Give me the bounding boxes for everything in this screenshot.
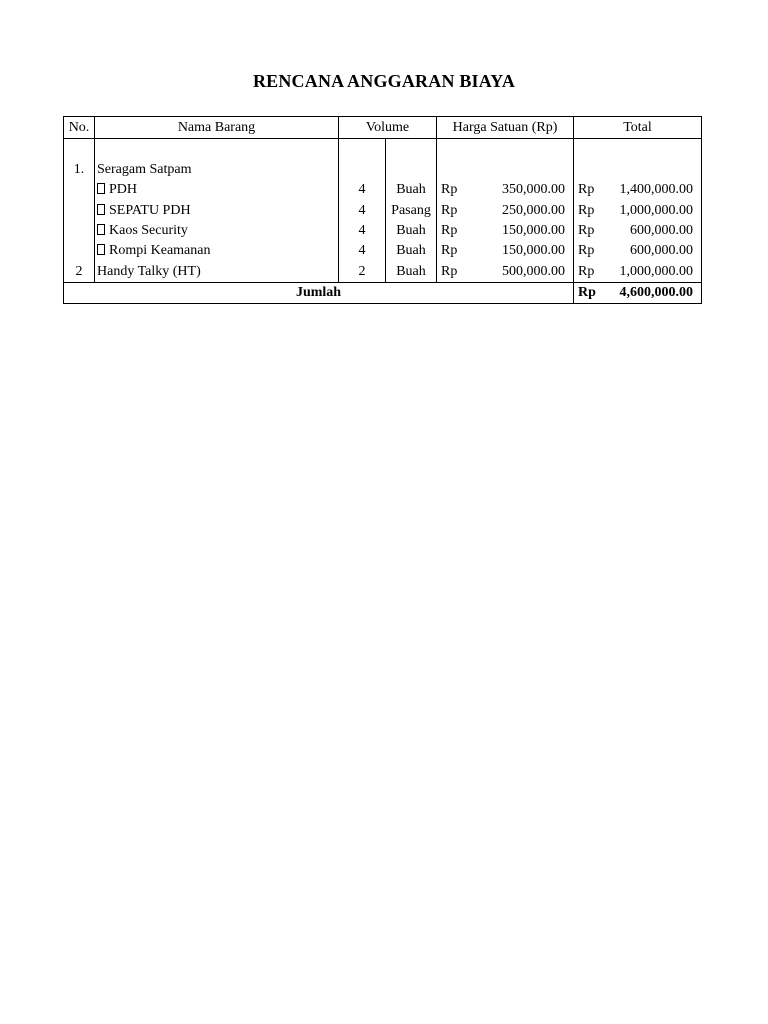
cell-nama-barang [95, 201, 339, 221]
cell-qty: 2 [339, 261, 386, 282]
cell-total-currency [574, 160, 606, 180]
cell-harga-satuan: 150,000.00 [502, 243, 565, 259]
cell-unit: Buah [386, 221, 437, 241]
cell-no [64, 180, 95, 200]
item-label: PDH [109, 182, 138, 198]
cell-total: 600,000.00 [606, 221, 702, 241]
bullet-box-icon [97, 183, 105, 194]
jumlah-label: Jumlah [64, 282, 574, 303]
cell-no [64, 221, 95, 241]
cell-total: 1,400,000.00 [606, 180, 702, 200]
header-total: Total [574, 117, 702, 139]
cell-harga-currency: Rp [437, 241, 469, 261]
jumlah-value: 4,600,000.00 [606, 282, 702, 303]
cell-harga-currency: Rp [437, 221, 469, 241]
header-nama-barang: Nama Barang [95, 117, 339, 139]
cell-harga-satuan: 250,000.00 [502, 202, 565, 218]
cell-total: 1,000,000.00 [606, 261, 702, 282]
cell-harga-satuan: 500,000.00 [469, 261, 574, 282]
cell-qty [339, 160, 386, 180]
cell-unit: Buah [386, 241, 437, 261]
bullet-box-icon [97, 224, 105, 235]
cell-no [64, 201, 95, 221]
table-row [64, 241, 702, 261]
item-label: Kaos Security [109, 223, 188, 239]
document-title: RENCANA ANGGARAN BIAYA [252, 71, 516, 91]
cell-total: 600,000.00 [606, 241, 702, 261]
header-no: No. [64, 117, 95, 139]
cell-harga-satuan [469, 160, 574, 180]
table-row [64, 160, 702, 180]
cell-unit: Buah [386, 180, 437, 200]
item-label: Rompi Keamanan [109, 243, 211, 259]
header-harga-satuan: Harga Satuan (Rp) [437, 117, 574, 139]
cell-qty: 4 [339, 241, 386, 261]
cell-harga-currency [437, 160, 469, 180]
bullet-box-icon [97, 204, 105, 215]
cell-total-currency: Rp [574, 221, 606, 241]
cell-harga-satuan: 150,000.00 [502, 223, 565, 239]
cell-total [606, 160, 702, 180]
cell-nama-barang [95, 180, 339, 200]
cell-nama-barang [95, 241, 339, 261]
cell-qty: 4 [339, 221, 386, 241]
table-row [64, 180, 702, 200]
cell-no: 2 [64, 261, 95, 282]
cell-no [64, 241, 95, 261]
cell-qty: 4 [339, 201, 386, 221]
bullet-box-icon [97, 244, 105, 255]
cell-qty: 4 [339, 180, 386, 200]
cell-harga-satuan: 350,000.00 [502, 182, 565, 198]
jumlah-currency: Rp [574, 282, 606, 303]
table-row [64, 261, 702, 282]
spacer-row [64, 139, 702, 161]
cell-harga-currency: Rp [437, 261, 469, 282]
header-volume: Volume [339, 117, 437, 139]
table-row [64, 201, 702, 221]
cell-total-currency: Rp [574, 261, 606, 282]
item-label: SEPATU PDH [109, 202, 191, 218]
cell-nama-barang: Seragam Satpam [95, 160, 339, 180]
cell-unit [386, 160, 437, 180]
cell-unit: Pasang [386, 201, 437, 221]
cell-total-currency: Rp [574, 241, 606, 261]
cell-unit: Buah [386, 261, 437, 282]
cell-total-currency: Rp [574, 201, 606, 221]
table-row [64, 221, 702, 241]
budget-table [63, 116, 702, 304]
table-header-row [64, 117, 702, 139]
cell-no: 1. [64, 160, 95, 180]
jumlah-row [64, 282, 702, 303]
cell-harga-currency: Rp [437, 180, 469, 200]
cell-total: 1,000,000.00 [606, 201, 702, 221]
cell-nama-barang [95, 221, 339, 241]
cell-nama-barang: Handy Talky (HT) [95, 261, 339, 282]
cell-harga-currency: Rp [437, 201, 469, 221]
cell-total-currency: Rp [574, 180, 606, 200]
